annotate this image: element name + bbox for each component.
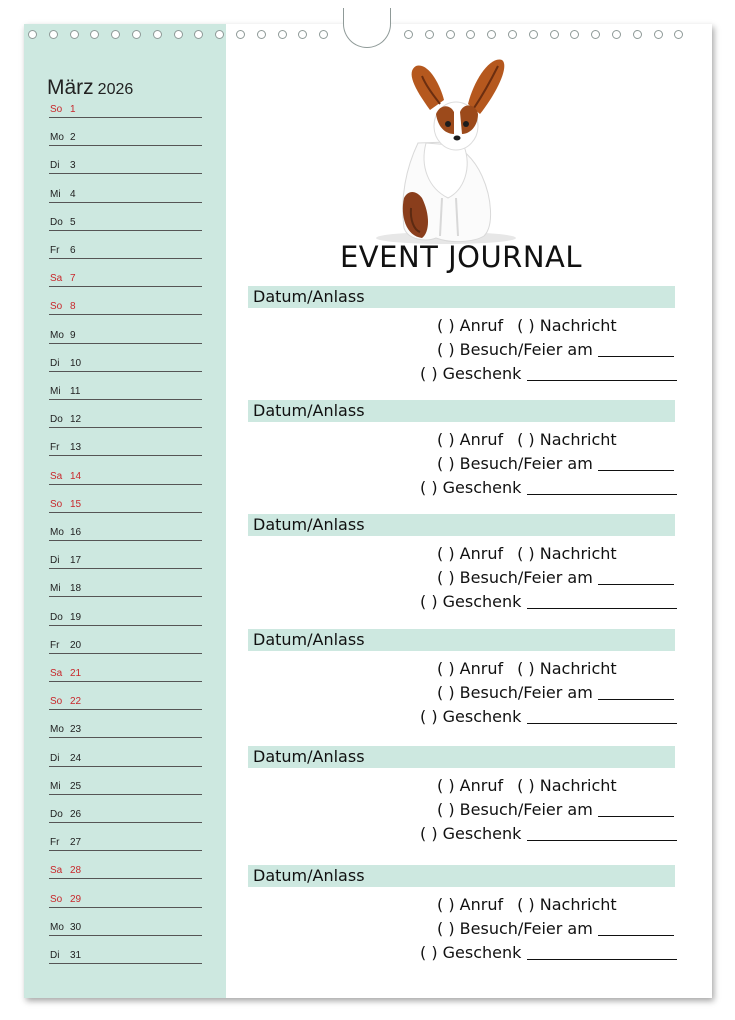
binding-ring [446,30,455,39]
weekday-label: Sa [50,865,63,877]
event-heading-label: Datum/Anlass [253,401,365,420]
day-row [49,125,202,146]
journal-title: EVENT JOURNAL [339,240,583,274]
binding-ring [257,30,266,39]
day-row [49,802,202,823]
weekday-label: Fr [50,442,60,454]
binding-ring [570,30,579,39]
besuch-option[interactable]: ( ) Besuch/Feier am [437,800,593,819]
day-number: 25 [70,780,82,792]
day-row [49,520,202,541]
binding-ring [215,30,224,39]
anruf-option[interactable]: ( ) Anruf [437,430,504,449]
binding-ring [319,30,328,39]
contact-options [437,316,617,335]
weekday-label: Mi [50,188,61,200]
day-row [49,858,202,879]
day-row [49,238,202,259]
day-row [49,379,202,400]
besuch-line [437,683,675,702]
binding-ring [487,30,496,39]
event-heading [248,629,675,651]
day-row [49,576,202,597]
binding-ring [236,30,245,39]
besuch-blank[interactable] [598,570,674,585]
day-row [49,746,202,767]
weekday-label: Fr [50,837,60,849]
day-number: 9 [70,329,76,341]
day-number: 12 [70,414,82,426]
binding-ring [132,30,141,39]
contact-options [437,544,617,563]
contact-options [437,430,617,449]
binding-ring [153,30,162,39]
nachricht-option[interactable]: ( ) Nachricht [517,659,617,678]
weekday-label: Do [50,611,63,623]
day-number: 18 [70,583,82,595]
weekday-label: So [50,498,63,510]
anruf-option[interactable]: ( ) Anruf [437,659,504,678]
besuch-option[interactable]: ( ) Besuch/Feier am [437,340,593,359]
besuch-line [437,919,675,938]
weekday-label: Sa [50,470,63,482]
day-row [49,435,202,456]
day-row [49,97,202,118]
nachricht-option[interactable]: ( ) Nachricht [517,776,617,795]
day-number: 29 [70,893,82,905]
event-heading [248,746,675,768]
besuch-line [437,568,675,587]
day-row [49,323,202,344]
anruf-option[interactable]: ( ) Anruf [437,316,504,335]
day-number: 27 [70,837,82,849]
day-number: 22 [70,696,82,708]
binding-ring [508,30,517,39]
event-heading-label: Datum/Anlass [253,630,365,649]
weekday-label: Mi [50,583,61,595]
binding-ring [674,30,683,39]
event-heading [248,514,675,536]
day-number: 24 [70,752,82,764]
weekday-label: Mi [50,780,61,792]
weekday-label: Sa [50,668,63,679]
day-number: 30 [70,921,82,933]
geschenk-line [420,707,675,726]
anruf-option[interactable]: ( ) Anruf [437,544,504,563]
day-row [49,492,202,513]
nachricht-option[interactable]: ( ) Nachricht [517,316,617,335]
day-row [49,774,202,795]
binding-ring [90,30,99,39]
year: 2026 [97,81,134,98]
day-row [49,661,202,682]
weekday-label: Sa [50,273,63,285]
day-row [49,830,202,851]
besuch-option[interactable]: ( ) Besuch/Feier am [437,919,593,938]
binding-ring [404,30,413,39]
anruf-option[interactable]: ( ) Anruf [437,895,504,914]
event-heading [248,865,675,887]
weekday-label: Mo [50,724,64,736]
day-row [49,182,202,203]
nachricht-option[interactable]: ( ) Nachricht [517,430,617,449]
besuch-line [437,800,675,819]
day-row [49,210,202,231]
binding-ring [591,30,600,39]
binding-ring [49,30,58,39]
besuch-line [437,454,675,473]
weekday-label: Mo [50,329,64,341]
binding-ring [550,30,559,39]
weekday-label: Do [50,809,63,820]
papillon-dog-illustration [356,48,526,248]
event-heading-label: Datum/Anlass [253,287,365,306]
weekday-label: Di [50,357,60,369]
day-row [49,887,202,908]
day-number: 3 [70,160,76,172]
day-row [49,351,202,372]
day-number: 17 [70,555,82,567]
day-number: 1 [70,104,76,115]
weekday-label: Di [50,160,60,172]
geschenk-option[interactable]: ( ) Geschenk [420,707,522,726]
weekday-label: Di [50,752,60,764]
geschenk-line [420,364,675,383]
weekday-label: So [50,104,63,115]
day-number: 5 [70,216,76,228]
contact-options [437,895,617,914]
day-number: 6 [70,245,76,256]
day-number: 8 [70,301,76,313]
day-row [49,633,202,654]
day-row [49,915,202,936]
day-row [49,153,202,174]
event-heading-label: Datum/Anlass [253,747,365,766]
day-number: 11 [70,386,81,397]
binding-ring [70,30,79,39]
anruf-option[interactable]: ( ) Anruf [437,776,504,795]
geschenk-line [420,478,675,497]
day-number: 14 [70,470,82,482]
geschenk-blank[interactable] [527,366,677,381]
binding-ring [425,30,434,39]
binding-ring [111,30,120,39]
geschenk-option[interactable]: ( ) Geschenk [420,943,522,962]
besuch-line [437,340,675,359]
day-number: 7 [70,273,76,285]
weekday-label: So [50,696,63,708]
weekday-label: Mo [50,921,64,933]
month-name: März [47,76,94,99]
geschenk-line [420,592,675,611]
event-heading-label: Datum/Anlass [253,515,365,534]
event-heading [248,400,675,422]
day-row [49,548,202,569]
day-row [49,294,202,315]
day-number: 4 [70,188,76,200]
event-heading [248,286,675,308]
weekday-label: Do [50,216,63,228]
besuch-blank[interactable] [598,685,674,700]
nachricht-option[interactable]: ( ) Nachricht [517,895,617,914]
day-row [49,605,202,626]
besuch-option[interactable]: ( ) Besuch/Feier am [437,454,593,473]
day-row [49,689,202,710]
binding-ring [466,30,475,39]
day-number: 31 [70,950,82,961]
contact-options [437,659,617,678]
weekday-label: So [50,301,63,313]
weekday-label: Fr [50,245,60,256]
geschenk-option[interactable]: ( ) Geschenk [420,592,522,611]
binding-ring [529,30,538,39]
day-row [49,407,202,428]
nachricht-option[interactable]: ( ) Nachricht [517,544,617,563]
day-row [49,266,202,287]
weekday-label: Mo [50,132,64,144]
weekday-label: Mo [50,527,64,538]
day-number: 23 [70,724,82,736]
geschenk-option[interactable]: ( ) Geschenk [420,478,522,497]
geschenk-option[interactable]: ( ) Geschenk [420,824,522,843]
geschenk-blank[interactable] [527,480,677,495]
geschenk-blank[interactable] [527,826,677,841]
besuch-blank[interactable] [598,802,674,817]
day-row [49,464,202,485]
day-number: 16 [70,527,82,538]
binding-ring [194,30,203,39]
day-number: 21 [70,668,82,679]
day-number: 13 [70,442,82,454]
weekday-label: Di [50,950,60,961]
weekday-label: Di [50,555,60,567]
day-number: 2 [70,132,76,144]
binding-ring [612,30,621,39]
geschenk-blank[interactable] [527,945,677,960]
geschenk-line [420,943,675,962]
binding-ring [174,30,183,39]
day-number: 26 [70,809,82,820]
besuch-option[interactable]: ( ) Besuch/Feier am [437,568,593,587]
besuch-option[interactable]: ( ) Besuch/Feier am [437,683,593,702]
binding-ring [28,30,37,39]
day-number: 15 [70,498,82,510]
besuch-blank[interactable] [598,342,674,357]
event-heading-label: Datum/Anlass [253,866,365,885]
geschenk-blank[interactable] [527,709,677,724]
weekday-label: Mi [50,386,61,397]
weekday-label: Do [50,414,63,426]
day-number: 20 [70,639,82,651]
binding-ring [654,30,663,39]
weekday-label: Fr [50,639,60,651]
binding-ring [298,30,307,39]
day-row [49,717,202,738]
besuch-blank[interactable] [598,456,674,471]
binding-ring [633,30,642,39]
geschenk-option[interactable]: ( ) Geschenk [420,364,522,383]
day-number: 19 [70,611,82,623]
binding-ring [278,30,287,39]
contact-options [437,776,617,795]
day-number: 28 [70,865,82,877]
weekday-label: So [50,893,63,905]
geschenk-line [420,824,675,843]
geschenk-blank[interactable] [527,594,677,609]
besuch-blank[interactable] [598,921,674,936]
day-row [49,943,202,964]
day-number: 10 [70,357,82,369]
